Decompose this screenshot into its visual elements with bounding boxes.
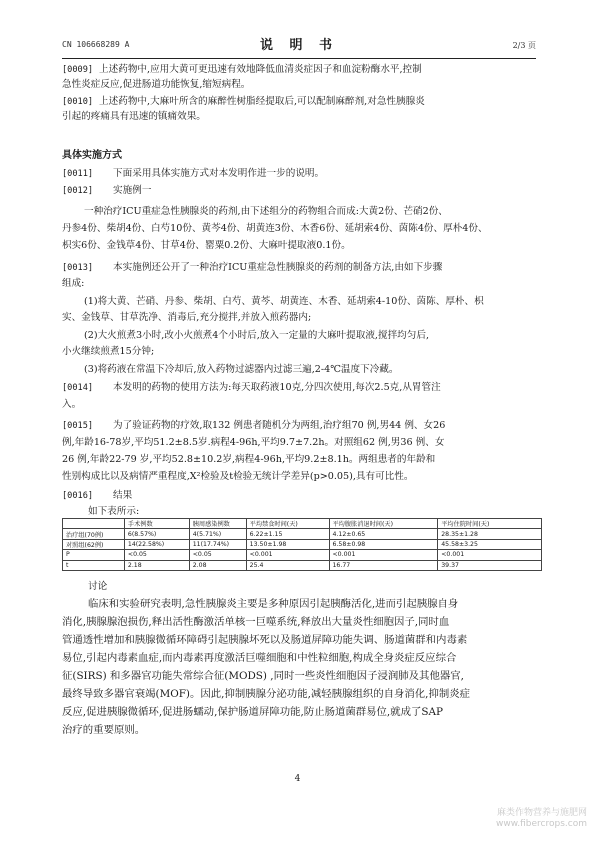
step-2-line-2: 小火继续煎煮15分钟; <box>62 346 155 357</box>
table-header-cell: 平均腹胀消退时间(天) <box>329 519 438 529</box>
discussion-line-8: 治疗的重要原则。 <box>62 724 146 736</box>
table-cell: 13.50±1.98 <box>246 539 329 549</box>
table-header-cell: 平均禁食时间(天) <box>246 519 329 529</box>
paragraph-tag: [0016] <box>62 491 94 501</box>
discussion-line-4: 易位,引起内毒素血症,而内毒素再度激活巨噬细胞和中性粒细胞,构成全身炎症反应综合 <box>62 652 457 664</box>
paragraph-tag: [0014] <box>62 383 94 393</box>
formula-line-2: 丹参4份、柴胡4份、白芍10份、黄芩4份、胡黄连3份、木香6份、延胡索4份、茵陈4份、厚朴4份、 <box>62 223 488 234</box>
paragraph-0011: [0011] 下面采用具体实施方式对本发明作进一步的说明。 <box>62 168 325 179</box>
table-cell: t <box>63 560 125 570</box>
table-cell: P <box>63 550 125 560</box>
paragraph-0013-line-1: [0013] 本实施例还公开了一种治疗ICU重症急性胰腺炎的药剂的制备方法,由如下步骤 <box>62 262 443 273</box>
discussion-line-5: 征(SIRS) 和多器官功能失常综合征(MODS) ,同时一些炎性细胞因子浸润肺及其他器官, <box>62 670 464 682</box>
table-cell: 治疗组(70例) <box>63 529 125 539</box>
table-cell: 对照组(62例) <box>63 539 125 549</box>
paragraph-0015-line-4: 性别构成比以及病情严重程度,X²检验及t检验无统计学差异(p>0.05),具有可比性。 <box>62 471 414 482</box>
table-header-cell: 平均住院时间(天) <box>438 519 542 529</box>
table-cell: <0.001 <box>329 550 438 560</box>
paragraph-0016: [0016] 结果 <box>62 490 133 501</box>
document-title: 说 明 书 <box>259 38 339 53</box>
publication-number: CN 106668289 A <box>62 40 130 49</box>
table-cell: 6.22±1.15 <box>246 529 329 539</box>
paragraph-0012: [0012] 实施例一 <box>62 185 152 196</box>
paragraph-tag: [0009] <box>62 65 94 75</box>
step-3: (3)将药液在常温下冷却后,放入药物过滤器内过滤三遍,2-4℃温度下冷藏。 <box>84 364 399 375</box>
paragraph-0014-line-2: 入。 <box>62 399 82 410</box>
table-cell: 6(8.57%) <box>124 529 189 539</box>
table-row <box>63 550 542 560</box>
discussion-line-1: 临床和实验研究表明,急性胰腺炎主要是多种原因引起胰酶活化,进而引起胰腺自身 <box>88 598 459 610</box>
table-cell: <0.05 <box>189 550 246 560</box>
paragraph-0009-line-2: 急性炎症反应,促进肠道功能恢复,缩短病程。 <box>62 79 251 90</box>
watermark-line-2: www.fibercrops.com <box>496 819 587 829</box>
table-cell: 45.58±3.25 <box>438 539 542 549</box>
watermark <box>496 808 587 830</box>
paragraph-0015-line-2: 例,年龄16-78岁,平均51.2±8.5岁.病程4-96h,平均9.7±7.2h。对照组62 例,男36 例、女 <box>62 437 445 448</box>
paragraph-0010-line-2: 引起的疼痛具有迅速的镇痛效果。 <box>62 111 206 122</box>
table-row <box>63 539 542 549</box>
table-cell: <0.05 <box>124 550 189 560</box>
table-cell: 6.58±0.98 <box>329 539 438 549</box>
discussion-heading: 讨论 <box>88 581 108 592</box>
paragraph-tag: [0012] <box>62 186 94 196</box>
paragraph-tag: [0015] <box>62 421 94 431</box>
paragraph-0014-line-1: [0014] 本发明的药物的使用方法为:每天取药液10克,分四次使用,每次2.5克,从胃管注 <box>62 382 441 393</box>
table-intro: 如下表所示: <box>88 506 140 517</box>
table-cell: <0.001 <box>438 550 542 560</box>
paragraph-tag: [0013] <box>62 263 94 273</box>
table-cell: 28.35±1.28 <box>438 529 542 539</box>
formula-line-1: 一种治疗ICU重症急性胰腺炎的药剂,由下述组分的药物组合而成:大黄2份、芒硝2份、 <box>84 206 448 217</box>
page-indicator: 2/3 页 <box>512 41 536 50</box>
discussion-line-6: 最终导致多器官衰竭(MOF)。因此,抑制胰腺分泌功能,减轻胰腺组织的自身消化,抑制炎症 <box>62 688 471 700</box>
table-cell: <0.001 <box>246 550 329 560</box>
table-header-cell <box>63 519 125 529</box>
table-cell: 2.18 <box>124 560 189 570</box>
table-header-cell: 手术例数 <box>124 519 189 529</box>
table-cell: 25.4 <box>246 560 329 570</box>
table-cell: 2.08 <box>189 560 246 570</box>
step-2-line-1: (2)大火煎煮3小时,改小火煎煮4个小时后,放入一定量的大麻叶提取液,搅拌均匀后, <box>84 330 429 341</box>
table-cell: 16.77 <box>329 560 438 570</box>
table-cell: 4(5.71%) <box>189 529 246 539</box>
section-heading: 具体实施方式 <box>62 150 122 161</box>
paragraph-0015-line-1: [0015] 为了验证药物的疗效,取132 例患者随机分为两组,治疗组70 例,男44 例、女26 <box>62 420 446 431</box>
header-rule <box>62 58 536 59</box>
table-header-row <box>63 519 542 529</box>
page-number: 4 <box>294 774 301 784</box>
discussion-line-3: 管通透性增加和胰腺微循环障碍引起胰腺坏死以及肠道屏障功能失调、肠道菌群和内毒素 <box>62 634 468 646</box>
paragraph-tag: [0011] <box>62 169 94 179</box>
step-1-line-2: 实、金钱草、甘草洗净、消毒后,充分搅拌,并放入煎药器内; <box>62 312 312 323</box>
step-1-line-1: (1)将大黄、芒硝、丹参、柴胡、白芍、黄芩、胡黄连、木香、延胡索4-10份、茵陈、厚朴、枳 <box>84 296 484 307</box>
paragraph-0015-line-3: 26 例,年龄22-79 岁,平均52.8±10.2岁,病程4-96h,平均9.2±8.1h。两组患者的年龄和 <box>62 454 436 465</box>
page-header <box>62 32 536 56</box>
table-row <box>63 529 542 539</box>
table-row <box>63 560 542 570</box>
table-cell: 4.12±0.65 <box>329 529 438 539</box>
table-cell: 39.37 <box>438 560 542 570</box>
table-cell: 11(17.74%) <box>189 539 246 549</box>
paragraph-tag: [0010] <box>62 97 94 107</box>
paragraph-0009-line-1: [0009] 上述药物中,应用大黄可更迅速有效地降低血清炎症因子和血淀粉酶水平,控制 <box>62 64 422 75</box>
formula-line-3: 枳实6份、金钱草4份、甘草4份、罂粟0.2份、大麻叶提取液0.1份。 <box>62 240 351 251</box>
discussion-line-2: 消化,胰腺腺泡损伤,释出活性酶激活单核一巨噬系统,释放出大量炎性细胞因子,同时血 <box>62 616 450 628</box>
table-cell: 14(22.58%) <box>124 539 189 549</box>
paragraph-0013-line-2: 组成: <box>62 278 85 289</box>
results-table <box>62 518 542 571</box>
watermark-line-1: 麻类作物营养与施肥网 <box>496 808 587 818</box>
table-header-cell: 胰周感染例数 <box>189 519 246 529</box>
discussion-line-7: 反应,促进胰腺微循环,促进肠蠕动,保护肠道屏障功能,防止肠道菌群易位,就成了SAP <box>62 706 444 718</box>
paragraph-0010-line-1: [0010] 上述药物中,大麻叶所含的麻醉性树脂经提取后,可以配制麻醉剂,对急性胰腺炎 <box>62 96 425 107</box>
